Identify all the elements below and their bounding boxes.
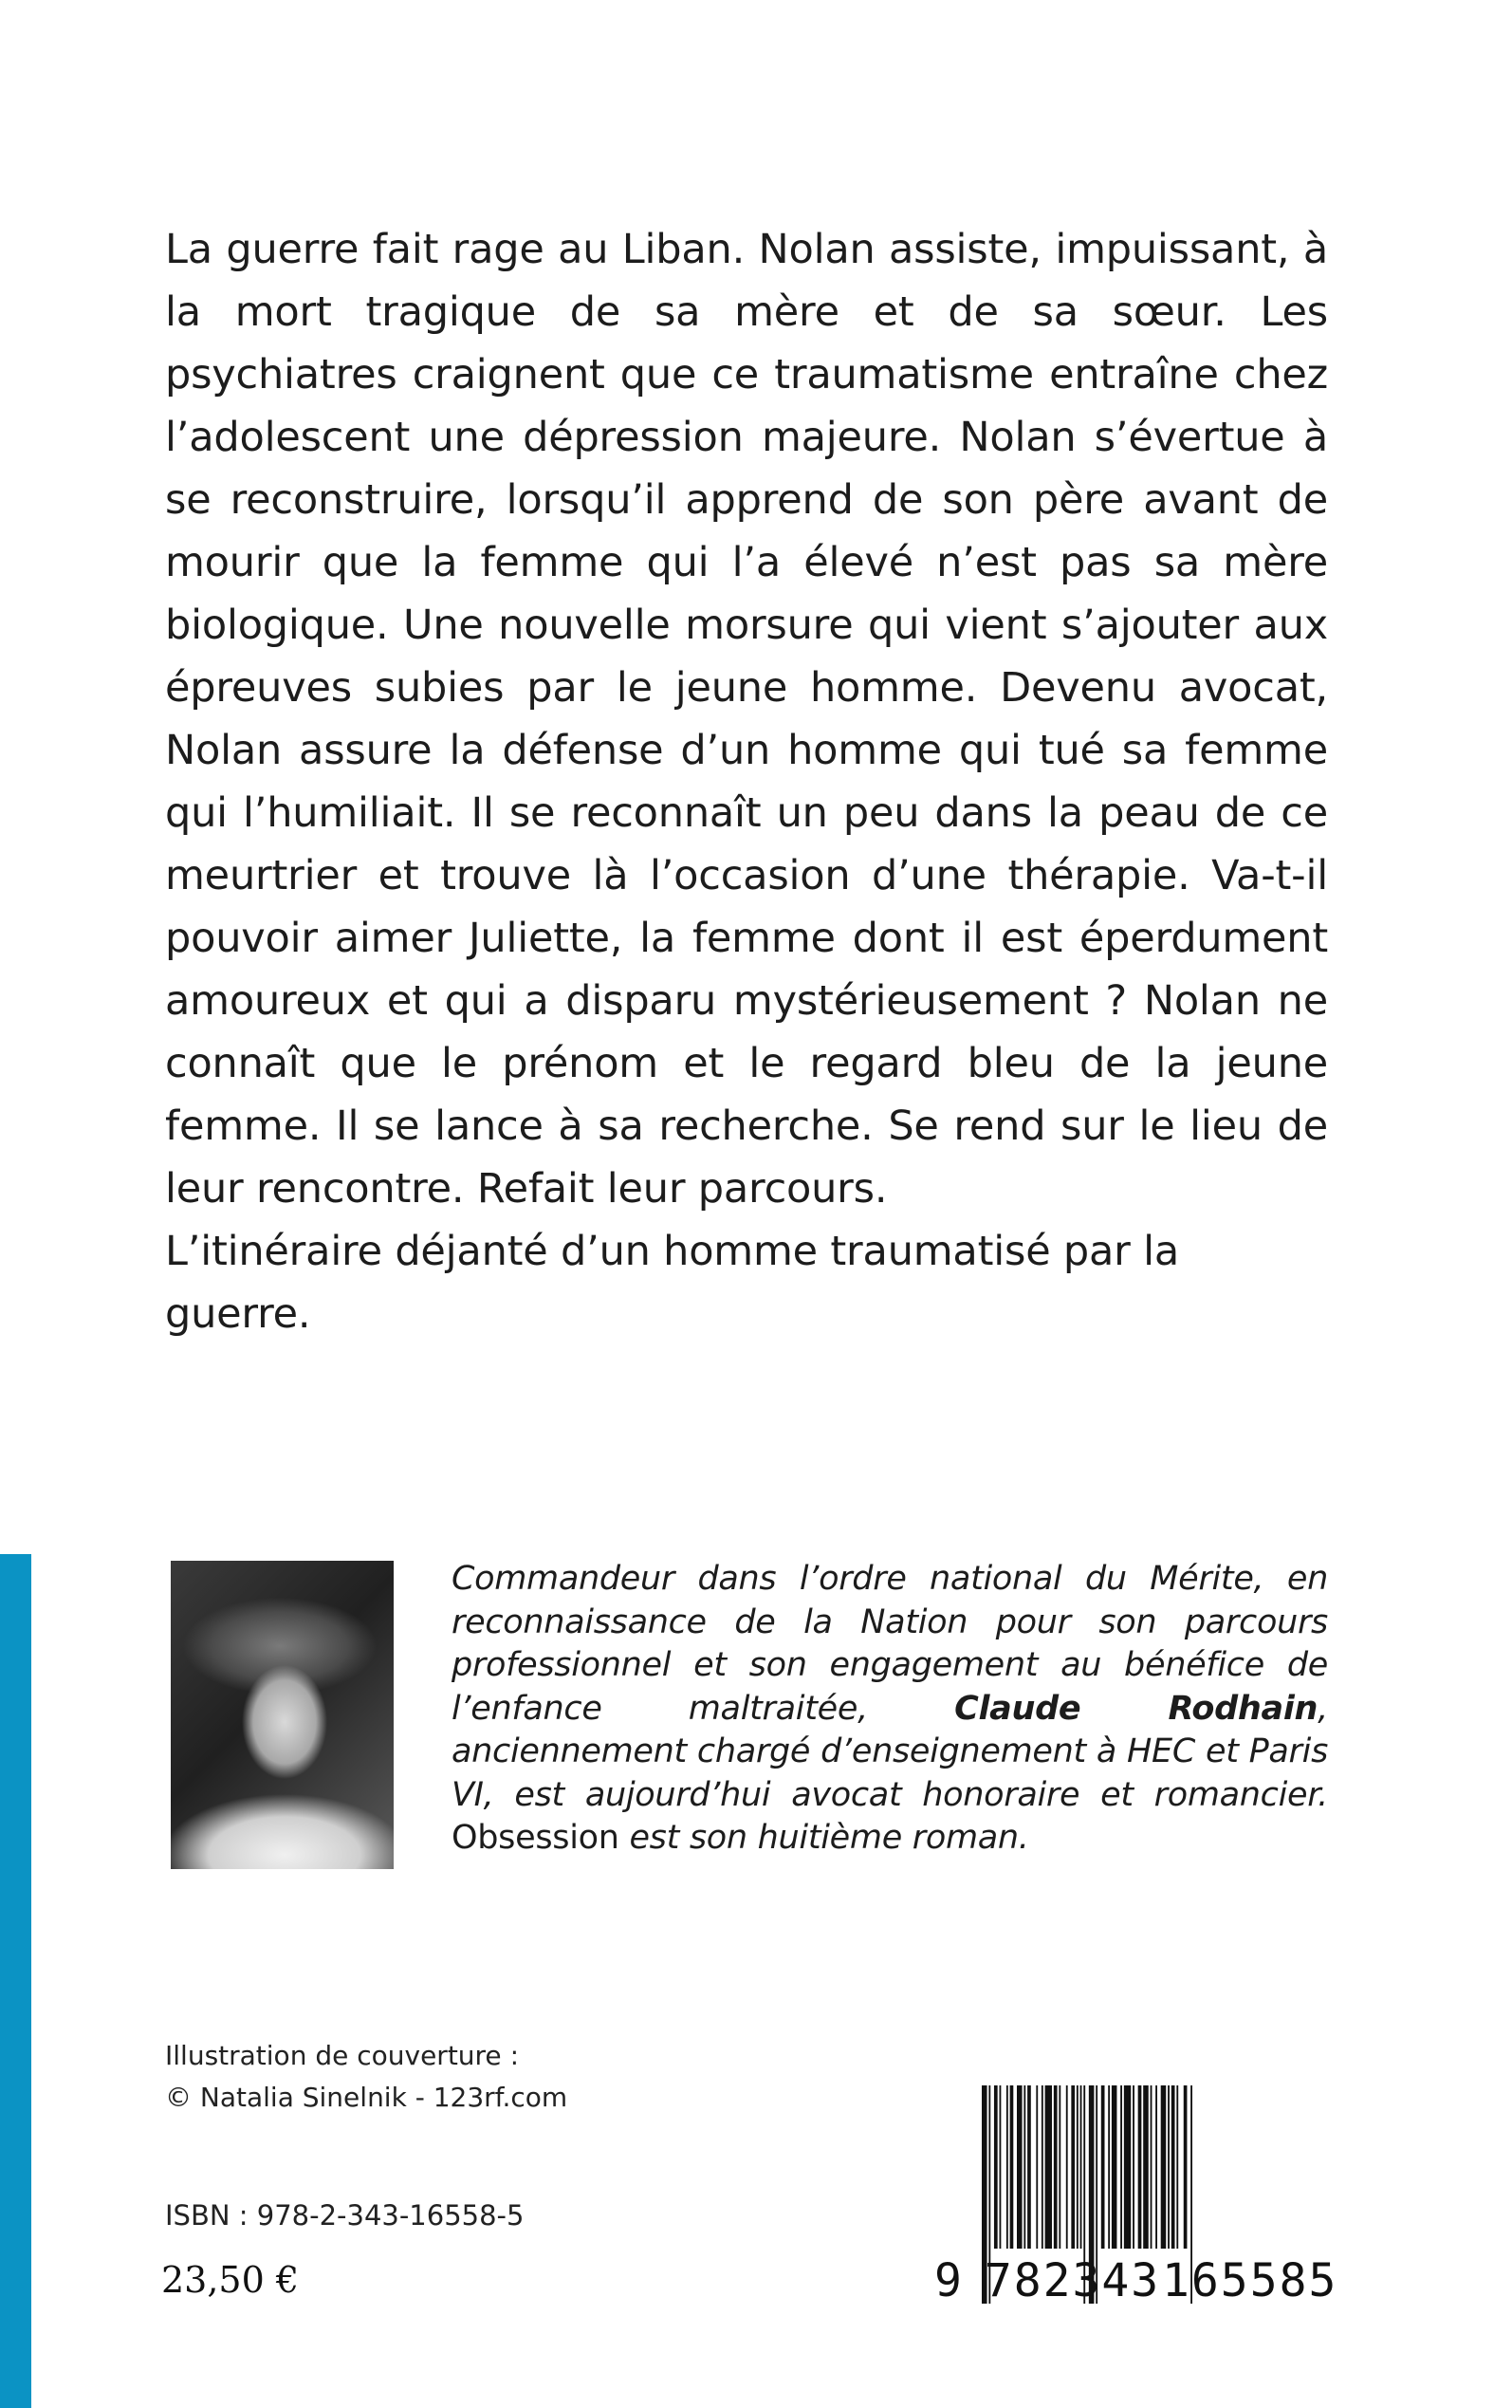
book-title: Obsession [452,1819,619,1857]
barcode-digits [934,2254,1338,2311]
barcode-bar [1017,2085,1023,2249]
barcode-bar [1138,2085,1142,2249]
barcode-bar [1077,2085,1079,2249]
barcode-bar [1124,2085,1131,2249]
bio-text-middle: , anciennement chargé d’enseignement à HEC et Paris VI, est aujourd’hui avocat honoraire et romancier. [452,1689,1328,1814]
barcode-bar [1171,2085,1175,2249]
barcode-bar [1151,2085,1152,2249]
barcode-bar [1059,2085,1060,2249]
barcode-bar [1042,2085,1043,2249]
price-label: 23,50 € [161,2259,300,2301]
barcode-bar [1080,2085,1082,2249]
barcode-bar [1108,2085,1110,2249]
author-name: Claude Rodhain [954,1689,1318,1728]
barcode-bar [1168,2085,1170,2249]
barcode-bar [1066,2085,1068,2249]
barcode-bar [1143,2085,1149,2249]
back-cover-blurb [165,218,1328,1345]
author-bio [452,1558,1328,1861]
barcode-bar [1045,2085,1052,2249]
barcode-bar [1036,2085,1038,2249]
barcode-left-group: 782343 [984,2254,1161,2307]
barcode-bar [1112,2085,1117,2249]
barcode-bar [1010,2085,1014,2249]
barcode-bar [1054,2085,1058,2249]
barcode-bar [1161,2085,1167,2249]
barcode-bar [1176,2085,1178,2249]
barcode-lead-digit: 9 [934,2254,962,2307]
barcode-bar [1023,2085,1025,2249]
barcode-right-group: 165585 [1162,2254,1338,2307]
isbn-number: ISBN : 978-2-343-16558-5 [165,2199,525,2232]
barcode-bar [1133,2085,1134,2249]
author-photo [171,1561,394,1869]
bio-text-end: est son huitième roman. [618,1819,1029,1857]
accent-side-bar [0,1554,31,2408]
barcode-bar [1000,2085,1002,2249]
cover-credits [165,2035,567,2119]
barcode-bar [1155,2085,1157,2249]
bio-text-start: Commandeur dans l’ordre national du Mérite, en reconnaissance de la Nation pour son parcours professionnel et son engagement au bénéfice de l’enfance maltraitée, [452,1560,1328,1728]
barcode-bar [1120,2085,1122,2249]
credits-line-1: Illustration de couverture : [165,2040,519,2071]
barcode-bar [1071,2085,1075,2249]
barcode-bar [994,2085,998,2249]
blurb-tagline: L’itinéraire déjanté d’un homme traumatisé par la guerre. [165,1228,1180,1338]
blurb-paragraph: La guerre fait rage au Liban. Nolan assiste, impuissant, à la mort tragique de sa mère et de sa sœur. Les psychiatres craignent que ce traumatisme entraîne chez l’adolescent une dépression majeure. Nolan s’évertue à se reconstruire, lorsqu’il apprend de son père avant de mourir que la femme qui l’a élevé n’est pas sa mère biologique. Une nouvelle morsure qui vient s’ajouter aux épreuves subies par le jeune homme. Devenu avocat, Nolan assure la défense d’un homme qui tué sa femme qui l’humiliait. Il se reconnaît un peu dans la peau de ce meurtrier et trouve là l’occasion d’une thérapie. Va-t-il pouvoir aimer Juliette, la femme dont il est éperdument amoureux et qui a disparu mystérieusement ? Nolan ne connaît que le prénom et le regard bleu de la jeune femme. Il se lance à sa recherche. Se rend sur le lieu de leur rencontre. Refait leur parcours. [165,226,1328,1213]
credits-line-2: © Natalia Sinelnik - 123rf.com [165,2082,568,2113]
barcode-bar [1101,2085,1105,2249]
barcode-bar [1027,2085,1031,2249]
barcode-bar [1006,2085,1008,2249]
barcode-bar [1184,2085,1188,2249]
